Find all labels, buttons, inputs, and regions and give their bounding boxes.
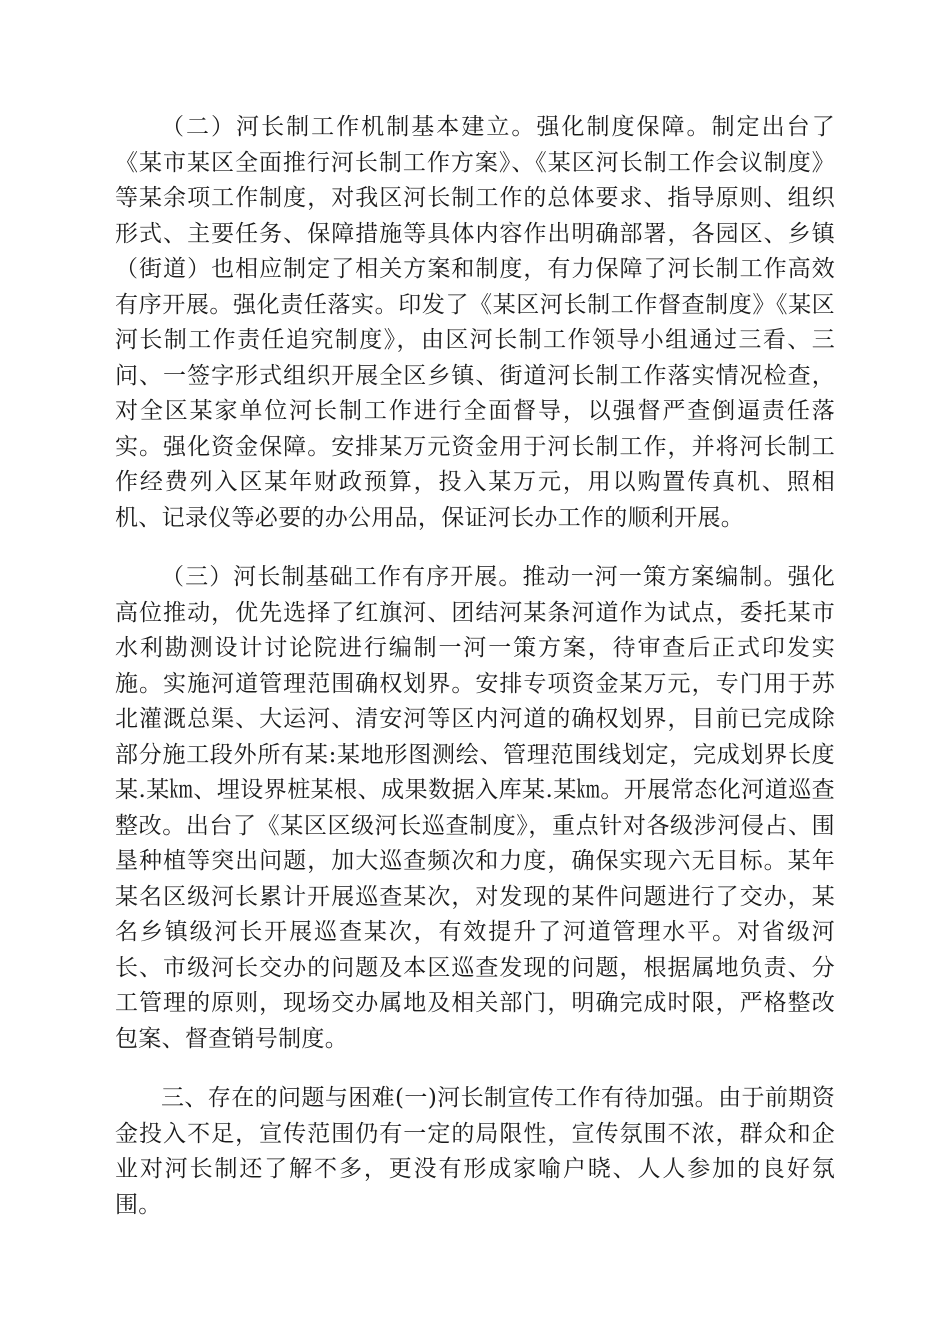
paragraph-river-chief-mechanism: （二）河长制工作机制基本建立。强化制度保障。制定出台了《某市某区全面推行河长制工作方案》、《某区河长制工作会议制度》等某余项工作制度，对我区河长制工作的总体要求、指导原则、组织形式、主要任务、保障措施等具体内容作出明确部署，各园区、乡镇（街道）也相应制定了相关方案和制度，有力保障了河长制工作高效有序开展。强化责任落实。印发了《某区河长制工作督查制度》《某区河长制工作责任追究制度》，由区河长制工作领导小组通过三看、三问、一签字形式组织开展全区乡镇、街道河长制工作落实情况检查，对全区某家单位河长制工作进行全面督导，以强督严查倒逼责任落实。强化资金保障。安排某万元资金用于河长制工作，并将河长制工作经费列入区某年财政预算，投入某万元，用以购置传真机、照相机、记录仪等必要的办公用品，保证河长办工作的顺利开展。 [115, 114, 835, 531]
paragraph-river-chief-basic-work: （三）河长制基础工作有序开展。推动一河一策方案编制。强化高位推动，优先选择了红旗河、团结河某条河道作为试点，委托某市水利勘测设计讨论院进行编制一河一策方案，待审查后正式印发实施。实施河道管理范围确权划界。安排专项资金某万元，专门用于苏北灌溉总渠、大运河、清安河等区内河道的确权划界，目前已完成除部分施工段外所有某:某地形图测绘、管理范围线划定，完成划界长度某.某㎞、埋设界桩某根、成果数据入库某.某㎞。开展常态化河道巡查整改。出台了《某区区级河长巡查制度》，重点针对各级涉河侵占、围垦种植等突出问题，加大巡查频次和力度，确保实现六无目标。某年某名区级河长累计开展巡查某次，对发现的某件问题进行了交办，某名乡镇级河长开展巡查某次，有效提升了河道管理水平。对省级河长、市级河长交办的问题及本区巡查发现的问题，根据属地负责、分工管理的原则，现场交办属地及相关部门，明确完成时限，严格整改包案、督查销号制度。 [115, 564, 835, 1052]
paragraph-problems-difficulties: 三、存在的问题与困难(一)河长制宣传工作有待加强。由于前期资金投入不足，宣传范围仍有一定的局限性，宣传氛围不浓，群众和企业对河长制还了解不多，更没有形成家喻户晓、人人参加的良好氛围。 [115, 1085, 835, 1218]
document-body [115, 110, 835, 1223]
